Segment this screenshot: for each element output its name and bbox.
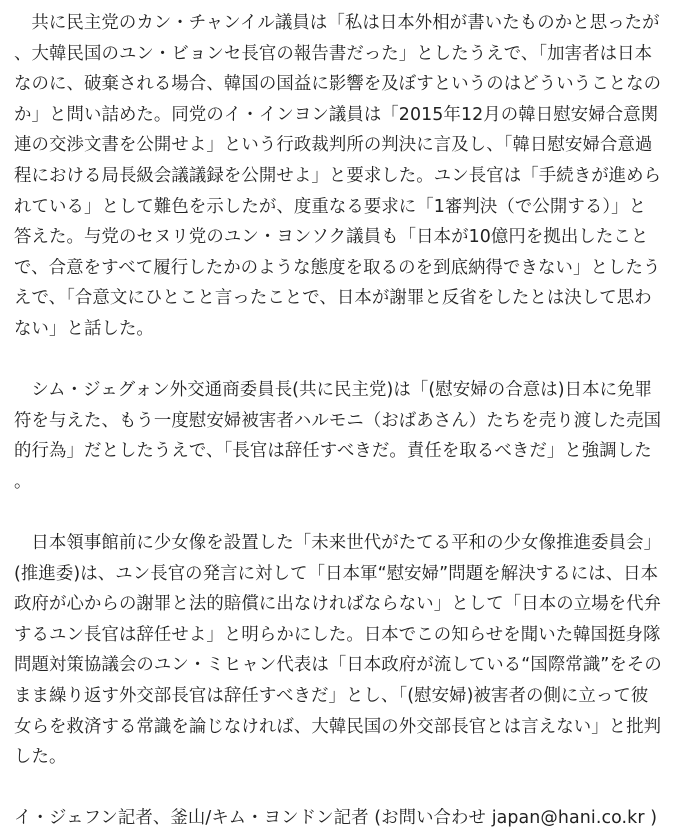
byline-contact-suffix: ) [650,808,658,829]
article-paragraph-3: 日本領事館前に少女像を設置した「未来世代がたてる平和の少女像推進委員会」(推進委)は、ユン長官の発言に対して「日本軍“慰安婦”問題を解決するには、日本政府が心からの謝罪と法的賠償に出なければならない」として「日本の立場を代弁するユン長官は辞任せよ」と明らかにした。日本でこの知らせを聞いた韓国挺身隊問題対策協議会のユン・ミヒャン代表は「日本政府が流している“国際常識”をそのまま繰り返す外交部長官は辞任すべきだ」とし、「(慰安婦)被害者の側に立って彼女らを救済する常識を論じなければ、大韓民国の外交部長官とは言えない」と批判した。 [14,533,662,768]
article-paragraph-1: 共に民主党のカン・チャンイル議員は「私は日本外相が書いたものかと思ったが、大韓民国のユン・ビョンセ長官の報告書だった」としたうえで、「加害者は日本なのに、破棄される場合、韓国の国益に影響を及ぼすというのはどういうことなのか」と問い詰めた。同党のイ・インヨン議員は「2015年12月の韓日慰安婦合意関連の交渉文書を公開せよ」という行政裁判所の判決に言及し、「韓日慰安婦合意過程における局長級会議議録を公開せよ」と要求した。ユン長官は「手続きが進められている」として難色を示したが、度重なる要求に「1審判決（で公開する）」と答えた。与党のセヌリ党のユン・ヨンソク議員も「日本が10億円を拠出したことで、合意をすべて履行したかのような態度を取るのを到底納得できない」としたうえで、「合意文にひとこと言ったことで、日本が謝罪と反省をしたとは決して思わない」と話した。 [14,13,662,339]
byline [14,803,663,834]
byline-reporters: イ・ジェフン記者、釜山/キム・ヨンドン記者 [14,808,369,829]
contact-email-link[interactable]: japan@hani.co.kr [491,808,645,829]
byline-contact-prefix: (お問い合わせ [374,808,487,829]
article-paragraph-2: シム・ジェグォン外交通商委員長(共に民主党)は「(慰安婦の合意は)日本に免罪符を与えた、もう一度慰安婦被害者ハルモニ（おばあさん）たちを売り渡した売国的行為」だとしたうえで、「長官は辞任すべきだ。責任を取るべきだ」と強調した。 [14,380,662,492]
